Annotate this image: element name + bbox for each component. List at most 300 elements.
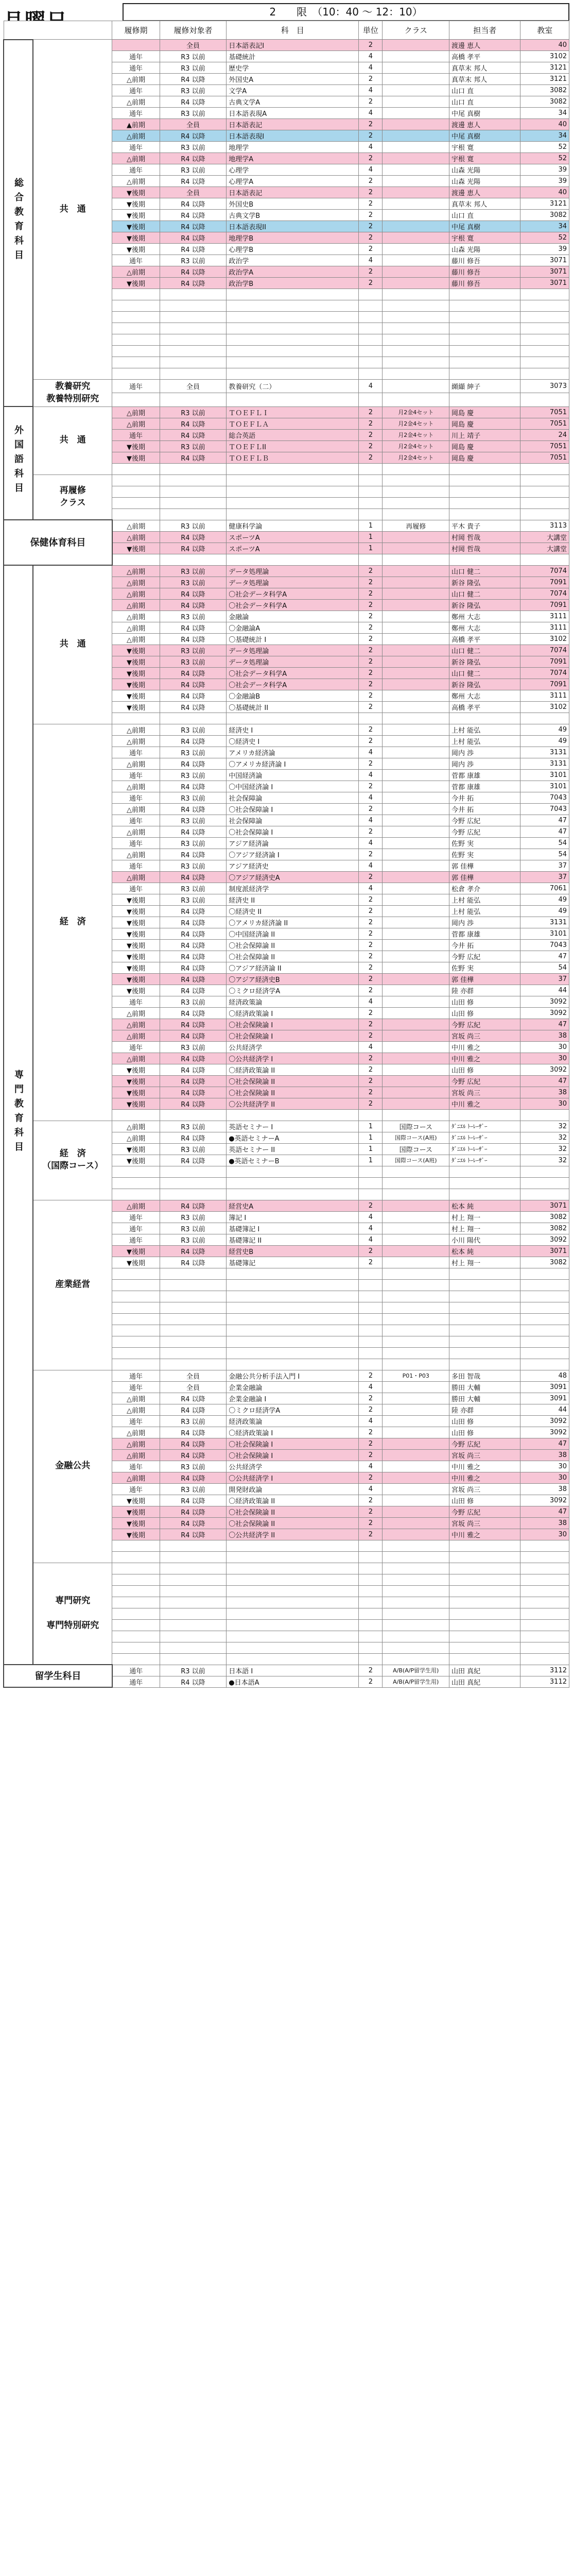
class-cell — [383, 1007, 449, 1019]
term-cell — [112, 393, 160, 406]
term-cell — [112, 300, 160, 312]
group-label — [33, 1121, 112, 1200]
course-cell — [227, 486, 359, 497]
instructor-cell: 今野 広紀 — [449, 826, 520, 837]
room-cell: 3101 — [520, 928, 569, 939]
room-cell: 3102 — [520, 633, 569, 645]
class-cell — [383, 130, 449, 142]
course-cell: 〇社会保険論 I — [227, 1438, 359, 1449]
room-cell: 3101 — [520, 769, 569, 781]
course-cell: 心理学B — [227, 244, 359, 255]
term-cell — [112, 346, 160, 357]
class-cell — [383, 860, 449, 871]
credits-cell: 2 — [359, 1529, 383, 1540]
credits-cell: 1 — [359, 1121, 383, 1132]
target-cell — [160, 497, 227, 509]
target-cell — [160, 1302, 227, 1313]
instructor-cell: 村岡 哲哉 — [449, 531, 520, 543]
target-cell — [160, 1336, 227, 1347]
term-cell: ▼後期 — [112, 656, 160, 667]
class-cell — [383, 690, 449, 701]
class-cell — [383, 153, 449, 164]
target-cell: R4 以降 — [160, 667, 227, 679]
class-cell — [383, 334, 449, 346]
class-cell — [383, 232, 449, 244]
instructor-cell — [449, 1325, 520, 1336]
credits-cell: 2 — [359, 232, 383, 244]
instructor-cell: 山森 光陽 — [449, 244, 520, 255]
credits-cell: 2 — [359, 565, 383, 577]
class-cell — [383, 1053, 449, 1064]
room-cell — [520, 474, 569, 486]
term-cell — [112, 509, 160, 520]
course-cell: 経済史 I — [227, 724, 359, 735]
target-cell — [160, 368, 227, 380]
class-cell — [383, 917, 449, 928]
target-cell — [160, 1585, 227, 1597]
credits-cell — [359, 1177, 383, 1189]
course-cell: アメリカ経済論 — [227, 747, 359, 758]
term-cell: 通年 — [112, 1415, 160, 1427]
target-cell: R4 以降 — [160, 951, 227, 962]
term-cell: △前期 — [112, 758, 160, 769]
credits-cell: 2 — [359, 962, 383, 973]
course-cell — [227, 1302, 359, 1313]
course-cell: 〇金融論B — [227, 690, 359, 701]
room-cell: 47 — [520, 951, 569, 962]
room-cell: 37 — [520, 973, 569, 985]
credits-cell — [359, 1268, 383, 1279]
credits-cell: 2 — [359, 826, 383, 837]
instructor-cell: 岡島 慶 — [449, 452, 520, 463]
group-label-text: 共 通 — [59, 435, 86, 446]
course-cell — [227, 368, 359, 380]
course-cell: 〇社会保険論 I — [227, 1449, 359, 1461]
course-cell: 経済政策論 — [227, 1415, 359, 1427]
term-cell: ▼後期 — [112, 645, 160, 656]
credits-cell: 4 — [359, 1381, 383, 1393]
class-cell — [383, 1585, 449, 1597]
target-cell: R4 以降 — [160, 849, 227, 860]
credits-cell: 2 — [359, 701, 383, 713]
course-cell: 〇社会保険論 I — [227, 1030, 359, 1041]
class-cell — [383, 164, 449, 176]
instructor-cell: 宮坂 尚三 — [449, 1030, 520, 1041]
target-cell: R3 以前 — [160, 85, 227, 96]
column-header: 単位 — [359, 21, 383, 40]
credits-cell: 2 — [359, 849, 383, 860]
target-cell — [160, 334, 227, 346]
term-cell: ▼後期 — [112, 1517, 160, 1529]
credits-cell: 2 — [359, 905, 383, 917]
term-cell: △前期 — [112, 611, 160, 622]
term-cell: ▼後期 — [112, 278, 160, 289]
term-cell: 通年 — [112, 142, 160, 153]
instructor-cell — [449, 346, 520, 357]
credits-cell — [359, 1166, 383, 1177]
course-cell — [227, 1109, 359, 1121]
target-cell — [160, 1325, 227, 1336]
target-cell: R3 以前 — [160, 1223, 227, 1234]
course-cell: 中国経済論 — [227, 769, 359, 781]
room-cell: 7074 — [520, 565, 569, 577]
credits-cell: 2 — [359, 1506, 383, 1517]
instructor-cell: ﾀﾞﾆｴﾙ ﾄｰﾚｰｻﾞｰ — [449, 1143, 520, 1155]
room-cell: 32 — [520, 1155, 569, 1166]
target-cell: R3 以前 — [160, 656, 227, 667]
room-cell: 7043 — [520, 939, 569, 951]
class-cell — [383, 1551, 449, 1563]
room-cell: 52 — [520, 232, 569, 244]
term-cell: △前期 — [112, 74, 160, 85]
course-cell: 経済史 II — [227, 894, 359, 905]
course-cell: 〇経済史 II — [227, 905, 359, 917]
credits-cell: 2 — [359, 928, 383, 939]
instructor-cell: 宇根 寛 — [449, 153, 520, 164]
course-cell: 日本語表記I — [227, 40, 359, 51]
class-cell — [383, 1291, 449, 1302]
term-cell: △前期 — [112, 871, 160, 883]
course-cell: 経済政策論 — [227, 996, 359, 1007]
credits-cell: 2 — [359, 1087, 383, 1098]
instructor-cell — [449, 486, 520, 497]
credits-cell: 2 — [359, 724, 383, 735]
instructor-cell: ﾀﾞﾆｴﾙ ﾄｰﾚｰｻﾞｰ — [449, 1132, 520, 1143]
target-cell: R4 以降 — [160, 939, 227, 951]
credits-cell: 4 — [359, 1041, 383, 1053]
target-cell: R4 以降 — [160, 278, 227, 289]
term-cell: 通年 — [112, 792, 160, 803]
group-label-text: 産業経営 — [55, 1279, 91, 1290]
target-cell: R4 以降 — [160, 1427, 227, 1438]
class-cell — [383, 667, 449, 679]
room-cell: 49 — [520, 735, 569, 747]
instructor-cell: 宮坂 尚三 — [449, 1087, 520, 1098]
course-cell — [227, 1166, 359, 1177]
class-cell — [383, 1608, 449, 1619]
term-cell: ▼後期 — [112, 232, 160, 244]
credits-cell: 2 — [359, 1665, 383, 1676]
course-cell: アジア経済史 — [227, 860, 359, 871]
course-cell: 総合英語 — [227, 429, 359, 440]
credits-cell: 4 — [359, 1461, 383, 1472]
class-cell — [383, 176, 449, 187]
credits-cell: 2 — [359, 1257, 383, 1268]
course-cell: 企業金融論 I — [227, 1393, 359, 1404]
instructor-cell — [449, 463, 520, 474]
term-cell: ▼後期 — [112, 1064, 160, 1075]
credits-cell — [359, 1313, 383, 1325]
term-cell — [112, 1563, 160, 1574]
course-cell — [227, 1619, 359, 1631]
class-cell — [383, 849, 449, 860]
term-cell — [112, 1631, 160, 1642]
term-cell: 通年 — [112, 1041, 160, 1053]
course-cell: 開発財政論 — [227, 1483, 359, 1495]
room-cell: 7043 — [520, 792, 569, 803]
room-cell: 3091 — [520, 1381, 569, 1393]
course-cell — [227, 1336, 359, 1347]
target-cell: 全員 — [160, 380, 227, 393]
room-cell: 40 — [520, 40, 569, 51]
course-cell — [227, 323, 359, 334]
target-cell: R3 以前 — [160, 1415, 227, 1427]
course-cell: 地理学B — [227, 232, 359, 244]
class-cell — [383, 346, 449, 357]
term-cell: △前期 — [112, 520, 160, 531]
class-cell — [383, 1041, 449, 1053]
target-cell: R3 以前 — [160, 577, 227, 588]
room-cell: 3071 — [520, 1200, 569, 1211]
target-cell: R4 以降 — [160, 74, 227, 85]
term-cell — [112, 1302, 160, 1313]
room-cell: 3102 — [520, 51, 569, 62]
credits-cell — [359, 334, 383, 346]
room-cell: 49 — [520, 905, 569, 917]
credits-cell: 4 — [359, 1483, 383, 1495]
room-cell: 3102 — [520, 701, 569, 713]
term-cell: 通年 — [112, 837, 160, 849]
target-cell — [160, 713, 227, 724]
term-cell: △前期 — [112, 1427, 160, 1438]
class-cell — [383, 357, 449, 368]
target-cell: R4 以降 — [160, 1438, 227, 1449]
class-cell — [383, 85, 449, 96]
class-cell — [383, 747, 449, 758]
section-label-text: 外国語科目 — [13, 425, 24, 498]
credits-cell: 2 — [359, 96, 383, 108]
class-cell: 国際コース(A班) — [383, 1132, 449, 1143]
class-cell — [383, 645, 449, 656]
credits-cell — [359, 497, 383, 509]
course-cell: 〇経済政策論 II — [227, 1064, 359, 1075]
instructor-cell: 今井 拓 — [449, 792, 520, 803]
target-cell: R3 以前 — [160, 520, 227, 531]
blank-row — [4, 1563, 569, 1574]
class-cell — [383, 221, 449, 232]
course-cell: スポーツA — [227, 531, 359, 543]
term-cell — [112, 1279, 160, 1291]
course-cell: 日本語表記 — [227, 187, 359, 198]
target-cell: R4 以降 — [160, 985, 227, 996]
term-cell — [112, 1551, 160, 1563]
course-cell: データ処理論 — [227, 656, 359, 667]
term-cell: ▼後期 — [112, 1506, 160, 1517]
credits-cell: 2 — [359, 577, 383, 588]
term-cell: 通年 — [112, 1370, 160, 1381]
course-cell: 〇社会データ科学A — [227, 599, 359, 611]
class-cell — [383, 826, 449, 837]
target-cell: R4 以降 — [160, 130, 227, 142]
term-cell: △前期 — [112, 266, 160, 278]
course-cell: 〇アジア経済史A — [227, 871, 359, 883]
instructor-cell: 平木 貴子 — [449, 520, 520, 531]
instructor-cell: 岡内 渉 — [449, 917, 520, 928]
instructor-cell: 村上 翔一 — [449, 1223, 520, 1234]
instructor-cell: 今野 広紀 — [449, 951, 520, 962]
target-cell: R3 以前 — [160, 724, 227, 735]
instructor-cell — [449, 1551, 520, 1563]
course-cell — [227, 1347, 359, 1359]
instructor-cell — [449, 1268, 520, 1279]
class-cell — [383, 1495, 449, 1506]
class-cell — [383, 1449, 449, 1461]
class-cell — [383, 1211, 449, 1223]
instructor-cell: 松本 純 — [449, 1200, 520, 1211]
term-cell: △前期 — [112, 588, 160, 599]
credits-cell: 2 — [359, 939, 383, 951]
table-row — [4, 1121, 569, 1132]
room-cell: 54 — [520, 837, 569, 849]
target-cell: R4 以降 — [160, 210, 227, 221]
term-cell: ▼後期 — [112, 452, 160, 463]
course-cell: 外国史B — [227, 198, 359, 210]
target-cell — [160, 1642, 227, 1653]
instructor-cell: 村上 翔一 — [449, 1211, 520, 1223]
term-cell: △前期 — [112, 1121, 160, 1132]
term-cell — [112, 1653, 160, 1665]
course-cell: 〇社会保障論 I — [227, 803, 359, 815]
course-cell — [227, 1189, 359, 1200]
group-label-text: 再履修 クラス — [59, 485, 86, 508]
target-cell: R4 以降 — [160, 244, 227, 255]
instructor-cell: 藤川 修吾 — [449, 266, 520, 278]
target-cell: R3 以前 — [160, 1483, 227, 1495]
class-cell — [383, 1189, 449, 1200]
credits-cell: 2 — [359, 130, 383, 142]
room-cell — [520, 393, 569, 406]
credits-cell — [359, 1563, 383, 1574]
instructor-cell — [449, 1653, 520, 1665]
course-cell: ＴＯＥＦＬＢ — [227, 452, 359, 463]
group-label — [33, 565, 112, 724]
credits-cell: 2 — [359, 1200, 383, 1211]
room-cell: 7061 — [520, 883, 569, 894]
class-cell — [383, 62, 449, 74]
credits-cell: 2 — [359, 1427, 383, 1438]
target-cell: 全員 — [160, 1370, 227, 1381]
class-cell — [383, 1336, 449, 1347]
room-cell — [520, 1279, 569, 1291]
room-cell — [520, 1563, 569, 1574]
term-cell: △前期 — [112, 622, 160, 633]
credits-cell — [359, 323, 383, 334]
table-row — [4, 520, 569, 531]
class-cell — [383, 210, 449, 221]
instructor-cell — [449, 289, 520, 300]
class-cell — [383, 1177, 449, 1189]
course-cell — [227, 300, 359, 312]
target-cell: R4 以降 — [160, 198, 227, 210]
room-cell — [520, 1631, 569, 1642]
course-cell: 制度派経済学 — [227, 883, 359, 894]
term-cell — [112, 713, 160, 724]
class-cell: 再履修 — [383, 520, 449, 531]
instructor-cell: 岡島 慶 — [449, 440, 520, 452]
instructor-cell — [449, 1563, 520, 1574]
credits-cell — [359, 1540, 383, 1551]
credits-cell: 2 — [359, 221, 383, 232]
target-cell: R4 以降 — [160, 1393, 227, 1404]
blank-row — [4, 474, 569, 486]
instructor-cell — [449, 1585, 520, 1597]
course-cell — [227, 497, 359, 509]
class-cell: 月2金4セット — [383, 452, 449, 463]
term-cell: ▼後期 — [112, 1087, 160, 1098]
instructor-cell — [449, 1597, 520, 1608]
class-cell — [383, 312, 449, 323]
room-cell: 3071 — [520, 1245, 569, 1257]
course-cell: 経営史A — [227, 1200, 359, 1211]
target-cell: R4 以降 — [160, 871, 227, 883]
course-cell: 基礎統計 — [227, 51, 359, 62]
term-cell — [112, 1268, 160, 1279]
instructor-cell: 高橋 孝平 — [449, 633, 520, 645]
instructor-cell — [449, 312, 520, 323]
target-cell — [160, 1551, 227, 1563]
target-cell: R4 以降 — [160, 1019, 227, 1030]
room-cell — [520, 334, 569, 346]
term-cell: ▼後期 — [112, 973, 160, 985]
instructor-cell — [449, 323, 520, 334]
room-cell — [520, 1597, 569, 1608]
credits-cell: 4 — [359, 85, 383, 96]
room-cell: 3082 — [520, 1211, 569, 1223]
target-cell: 全員 — [160, 119, 227, 130]
room-cell — [520, 300, 569, 312]
class-cell — [383, 962, 449, 973]
instructor-cell: 山口 直 — [449, 210, 520, 221]
room-cell: 40 — [520, 119, 569, 130]
term-cell: ▼後期 — [112, 1529, 160, 1540]
instructor-cell: 山田 修 — [449, 996, 520, 1007]
course-cell — [227, 463, 359, 474]
credits-cell: 2 — [359, 1030, 383, 1041]
target-cell — [160, 323, 227, 334]
target-cell: R3 以前 — [160, 883, 227, 894]
class-cell — [383, 781, 449, 792]
term-cell: 通年 — [112, 769, 160, 781]
term-cell: ▼後期 — [112, 440, 160, 452]
credits-cell: 2 — [359, 440, 383, 452]
term-cell — [112, 1325, 160, 1336]
credits-cell: 2 — [359, 210, 383, 221]
room-cell: 3092 — [520, 1234, 569, 1245]
term-cell: △前期 — [112, 418, 160, 429]
instructor-cell: 山森 光陽 — [449, 176, 520, 187]
term-cell — [112, 1642, 160, 1653]
table-row — [4, 1665, 569, 1676]
target-cell: R4 以降 — [160, 1529, 227, 1540]
room-cell: 52 — [520, 153, 569, 164]
class-cell — [383, 973, 449, 985]
room-cell — [520, 346, 569, 357]
term-cell: ▼後期 — [112, 701, 160, 713]
instructor-cell — [449, 497, 520, 509]
room-cell: 44 — [520, 985, 569, 996]
instructor-cell — [449, 554, 520, 565]
course-cell: ＴＯＥＦＬＡ — [227, 418, 359, 429]
class-cell — [383, 1574, 449, 1585]
room-cell: 3131 — [520, 747, 569, 758]
room-cell: 39 — [520, 176, 569, 187]
credits-cell: 2 — [359, 599, 383, 611]
course-cell: 〇アメリカ経済論 II — [227, 917, 359, 928]
room-cell: 52 — [520, 142, 569, 153]
credits-cell: 2 — [359, 176, 383, 187]
column-header: 科 目 — [227, 21, 359, 40]
instructor-cell — [449, 1619, 520, 1631]
